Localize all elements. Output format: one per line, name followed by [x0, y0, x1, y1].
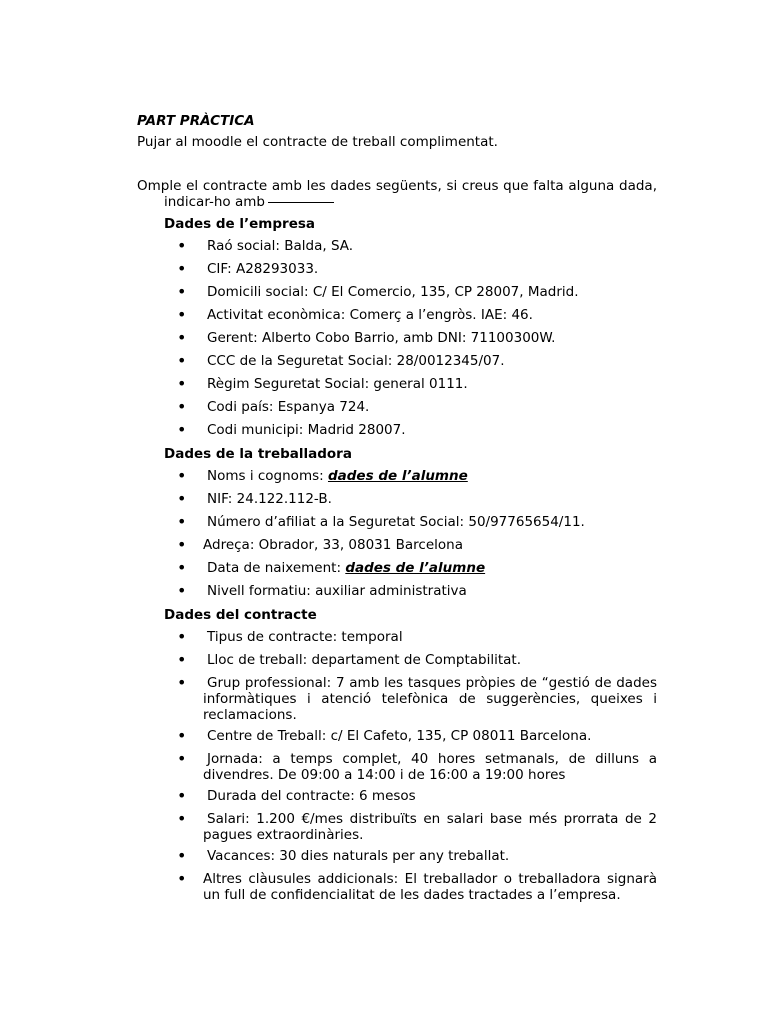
- list-item: [137, 509, 657, 532]
- list-item: [137, 555, 657, 578]
- list-item-text: Activitat econòmica: Comerç a l’engròs. IAE: 46.: [207, 307, 533, 323]
- list-item: [137, 302, 657, 325]
- list-item: [137, 486, 657, 509]
- list-item: [137, 325, 657, 348]
- list-item: [137, 578, 657, 601]
- list-item-text: Vacances: 30 dies naturals per any treballat.: [207, 848, 510, 864]
- list-item: [137, 670, 657, 723]
- list-item-text: Nivell formatiu: auxiliar administrativa: [207, 583, 467, 599]
- list-item-text: CIF: A28293033.: [207, 261, 319, 277]
- list-item-text: Jornada: a temps complet, 40 hores setmanals, de dilluns a divendres. De 09:00 a 14:00 i de 16:00 a 19:00 hores: [203, 751, 657, 783]
- bullet-icon: •: [177, 351, 187, 370]
- page-title: PART PRÀCTICA: [137, 113, 255, 129]
- bullet-icon: •: [177, 535, 187, 554]
- list-item: [137, 348, 657, 371]
- bullet-icon: •: [177, 397, 187, 416]
- list-item: [137, 256, 657, 279]
- bullet-icon: •: [177, 282, 187, 301]
- list-item: [137, 463, 657, 486]
- list-item-text: Gerent: Alberto Cobo Barrio, amb DNI: 71100300W.: [207, 330, 556, 346]
- list-item: [137, 417, 657, 440]
- list-item-text: Número d’afiliat a la Seguretat Social: 50/97765654/11.: [207, 514, 585, 530]
- list-item: [137, 866, 657, 903]
- bullet-icon: •: [177, 374, 187, 393]
- bullet-icon: •: [177, 420, 187, 439]
- placeholder-student-data: dades de l’alumne: [345, 560, 486, 576]
- list-item-text: Tipus de contracte: temporal: [207, 629, 403, 645]
- list-item-text: Salari: 1.200 €/mes distribuïts en salari base més prorrata de 2 pagues extraordinàries.: [203, 811, 657, 843]
- bullet-icon: •: [177, 627, 187, 646]
- instruction-paragraph: [137, 178, 657, 210]
- list-item: [137, 647, 657, 670]
- section-heading-empresa: Dades de l’empresa: [164, 216, 315, 232]
- placeholder-student-data: dades de l’alumne: [327, 468, 468, 484]
- list-item-text: Grup professional: 7 amb les tasques pròpies de “gestió de dades informàtiques i atenció telefònica de suggerències, queixes i reclamacions.: [203, 675, 657, 723]
- bullet-icon: •: [177, 512, 187, 531]
- list-item-text: Lloc de treball: departament de Comptabilitat.: [207, 652, 521, 668]
- list-item-label: Data de naixement:: [207, 560, 342, 576]
- list-item-label: Noms i cognoms:: [207, 468, 324, 484]
- blank-line: [268, 202, 334, 203]
- list-item: [137, 233, 657, 256]
- list-item-text: Règim Seguretat Social: general 0111.: [207, 376, 468, 392]
- list-item: [137, 783, 657, 806]
- list-item-text: NIF: 24.122.112-B.: [207, 491, 332, 507]
- bullet-icon: •: [177, 466, 187, 485]
- list-item: [137, 279, 657, 302]
- list-item-text: Codi municipi: Madrid 28007.: [207, 422, 406, 438]
- list-contracte: [137, 624, 657, 903]
- section-heading-contracte: Dades del contracte: [164, 607, 317, 623]
- bullet-icon: •: [177, 259, 187, 278]
- list-item: [137, 806, 657, 843]
- list-item: [137, 371, 657, 394]
- list-item-text: Raó social: Balda, SA.: [207, 238, 354, 254]
- list-item-text: Centre de Treball: c/ El Cafeto, 135, CP 08011 Barcelona.: [207, 728, 592, 744]
- list-item: [137, 746, 657, 783]
- list-item: [137, 843, 657, 866]
- bullet-icon: •: [177, 809, 187, 828]
- bullet-icon: •: [177, 650, 187, 669]
- list-item: [137, 624, 657, 647]
- list-item: [137, 532, 657, 555]
- list-treballadora: [137, 463, 657, 601]
- section-heading-treballadora: Dades de la treballadora: [164, 446, 352, 462]
- list-item-text: Durada del contracte: 6 mesos: [207, 788, 416, 804]
- bullet-icon: •: [177, 749, 187, 768]
- document-body: [137, 112, 657, 903]
- bullet-icon: •: [177, 236, 187, 255]
- list-item-text: Altres clàusules addicionals: El treballador o treballadora signarà un full de confidencialitat de les dades tractades a l’empresa.: [203, 871, 657, 903]
- bullet-icon: •: [177, 305, 187, 324]
- list-item-text: CCC de la Seguretat Social: 28/0012345/07.: [207, 353, 505, 369]
- bullet-icon: •: [177, 726, 187, 745]
- instruction-text: Omple el contracte amb les dades següents, si creus que falta alguna dada, indicar-ho amb: [137, 178, 657, 210]
- list-item-text: Codi país: Espanya 724.: [207, 399, 370, 415]
- bullet-icon: •: [177, 673, 187, 692]
- bullet-icon: •: [177, 489, 187, 508]
- list-item-text: Domicili social: C/ El Comercio, 135, CP 28007, Madrid.: [207, 284, 579, 300]
- list-empresa: [137, 233, 657, 440]
- list-item: [137, 723, 657, 746]
- bullet-icon: •: [177, 869, 187, 888]
- bullet-icon: •: [177, 786, 187, 805]
- bullet-icon: •: [177, 328, 187, 347]
- list-item-text: Adreça: Obrador, 33, 08031 Barcelona: [203, 537, 463, 553]
- bullet-icon: •: [177, 558, 187, 577]
- intro-text: Pujar al moodle el contracte de treball complimentat.: [137, 134, 498, 150]
- bullet-icon: •: [177, 581, 187, 600]
- list-item: [137, 394, 657, 417]
- bullet-icon: •: [177, 846, 187, 865]
